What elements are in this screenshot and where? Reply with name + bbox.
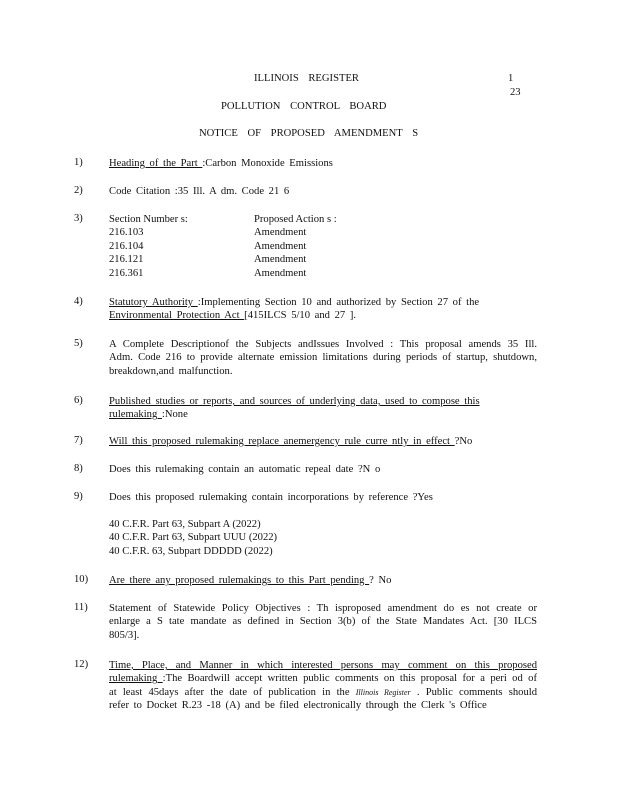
item-label: Heading of the Part [109,158,203,169]
item-heading-of-part [109,157,537,170]
item-label: Environmental Protection Act [109,310,245,322]
item-number: 5) [74,338,83,349]
item-text: :The Boardwill accept written public comments on this proposal for a peri od of at least 45days after the date of publication in the [109,673,537,698]
issue-number: 23 [510,87,521,98]
section-numbers-column [109,213,188,280]
item-pending-rulemakings [109,574,537,587]
item-incorporations: Does this proposed rulemaking contain incorporations by reference ?Yes [109,492,433,503]
item-emergency-rule [109,435,537,448]
item-text: . Public comments should refer to Docket R.23 -18 (A) and be filed electronically through the Clerk 's Office [109,686,537,712]
section-number: 216.104 [109,240,144,252]
item-label: rulemaking [109,673,163,685]
item-label: Published studies or reports, and sources of underlying data, used to compose this [109,396,480,407]
item-number: 6) [74,395,83,406]
item-number: 10) [74,574,89,585]
item-policy-objectives: Statement of Statewide Policy Objectives : Th isproposed amendment do es not create or enlarge a S tate mandate as defined in Section 3(b) of the State Mandates Act. [30 ILCS 805/3]. [109,603,537,641]
item-text: [415ILCS 5/10 and 27 ]. [244,310,357,322]
proposed-action: Amendment [254,240,307,252]
proposed-action: Amendment [254,254,307,266]
item-number: 1) [74,157,83,168]
item-number: 11) [74,602,88,613]
item-repeal-date: Does this rulemaking contain an automatic repeal date ?N o [109,464,381,475]
agency-title: POLLUTION CONTROL BOARD [221,101,387,112]
page-number: 1 [508,73,514,84]
section-number: 216.103 [109,227,144,239]
item-code-citation: Code Citation :35 Ill. A dm. Code 21 6 [109,186,290,197]
item-published-studies [109,395,537,422]
item-text: :Implementing Section 10 and authorized by Section 27 of the [197,297,480,308]
item-label: Time, Place, and Manner in which interested persons may comment on this proposed [109,660,537,671]
item-number: 12) [74,659,89,670]
item-comments [109,659,537,713]
register-title: ILLINOIS REGISTER [254,73,359,84]
proposed-actions-column [254,213,337,280]
section-number: 216.121 [109,254,144,266]
item-number: 7) [74,435,83,446]
item-number: 4) [74,296,83,307]
item-label: Statutory Authority [109,297,198,308]
item-number: 3) [74,213,83,224]
item-number: 2) [74,185,83,196]
citation: 40 C.F.R. Part 63, Subpart UUU (2022) [109,532,278,544]
item-label: Are there any proposed rulemakings to this Part pending [109,575,370,586]
section-number: 216.361 [109,267,144,279]
citation: 40 C.F.R. 63, Subpart DDDDD (2022) [109,545,273,557]
proposed-action: Amendment [254,267,307,279]
item-text: :Carbon Monoxide Emissions [202,158,333,169]
item-text: ?No [454,436,473,447]
item-text: ? No [369,575,392,586]
illinois-register-italic: Illinois Register [355,687,411,697]
section-numbers-header: Section Number s: [109,214,188,225]
item-statutory-authority [109,296,537,323]
citation: 40 C.F.R. Part 63, Subpart A (2022) [109,519,261,530]
item-text: :None [161,409,188,421]
item-description: A Complete Descriptionof the Subjects andIssues Involved : This proposal amends 35 Ill. Adm. Code 216 to provide alternate emission limitations during periods of startup, shutdown, breakdown,and malfunction. [109,339,537,377]
item-number: 9) [74,491,83,502]
proposed-actions-header: Proposed Action s : [254,214,337,225]
item-label: Will this proposed rulemaking replace anemergency rule curre ntly in effect [109,436,455,447]
item-number: 8) [74,463,83,474]
citation-list [109,518,277,558]
notice-title: NOTICE OF PROPOSED AMENDMENT S [199,128,419,139]
item-label: rulemaking [109,409,162,421]
proposed-action: Amendment [254,227,307,239]
